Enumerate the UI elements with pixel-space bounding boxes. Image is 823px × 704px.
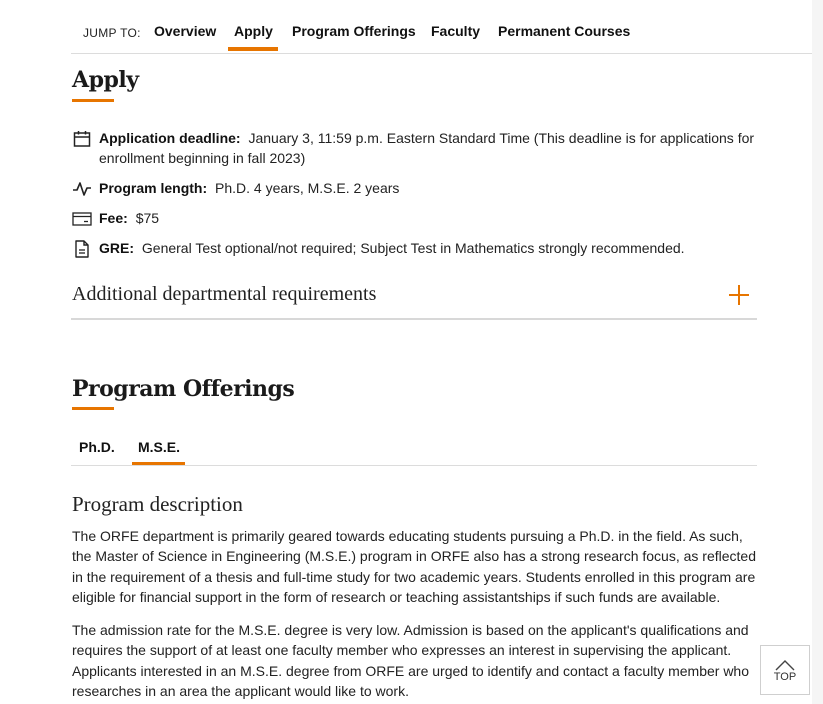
description-paragraph: The ORFE department is primarily geared towards educating students pursuing a Ph.D. in the field. As such, the Master of Science in Engineering (M.S.E.) program in ORFE also has a strong research focus, as reflected in the requirement of a thesis and full-time study for two academic years. Students enrolled in this program are eligible for financial support in the form of research or teaching assistantships if such funds are available.: [72, 528, 756, 605]
program-length-row: [72, 178, 762, 198]
document-icon: [72, 239, 92, 259]
back-to-top-label: TOP: [773, 671, 797, 683]
degree-tabs: [71, 431, 757, 466]
tab-phd[interactable]: Ph.D.: [79, 439, 115, 455]
jump-to-label: JUMP TO:: [83, 26, 141, 40]
description-paragraph: The admission rate for the M.S.E. degree is very low. Admission is based on the applicant's qualifications and requires the support of at least one faculty member who expresses an interest in supervising the applicant. Applicants interested in an M.S.E. degree from ORFE are urged to identify and contact a faculty member who researches in an area the applicant would like to work.: [72, 622, 750, 699]
gre-value: General Test optional/not required; Subject Test in Mathematics strongly recommended.: [141, 240, 685, 256]
active-link-indicator: [228, 47, 278, 51]
program-length-label: Program length:: [99, 180, 208, 196]
deadline-row: [72, 128, 762, 168]
jump-link-program-offerings[interactable]: Program Offerings: [292, 23, 416, 39]
program-description-heading: Program description: [72, 492, 243, 516]
gre-label: GRE:: [99, 240, 134, 256]
program-offerings-heading-underline: [72, 407, 114, 410]
tab-mse[interactable]: M.S.E.: [138, 439, 181, 455]
jump-link-permanent-courses[interactable]: Permanent Courses: [498, 23, 631, 39]
fee-label: Fee:: [99, 210, 128, 226]
fee-row: [72, 208, 762, 228]
program-offerings-heading: Program Offerings: [72, 376, 295, 402]
jump-link-apply[interactable]: Apply: [234, 23, 273, 39]
deadline-label: Application deadline:: [99, 130, 241, 146]
calendar-icon: [72, 129, 92, 149]
deadline-value: January 3, 11:59 p.m. Eastern Standard Time (This deadline is for applications for enrollment beginning in fall 2023): [99, 130, 755, 166]
apply-heading-underline: [72, 99, 114, 102]
program-length-value: Ph.D. 4 years, M.S.E. 2 years: [215, 180, 400, 196]
plus-icon[interactable]: [728, 284, 750, 306]
gre-row: [72, 238, 762, 258]
scrollbar[interactable]: [812, 0, 823, 704]
accordion-title: Additional departmental requirements: [72, 283, 377, 305]
jump-nav: [71, 0, 812, 54]
back-to-top-button[interactable]: [760, 645, 810, 695]
additional-requirements-accordion[interactable]: [71, 280, 757, 320]
jump-link-faculty[interactable]: Faculty: [431, 23, 481, 39]
activity-icon: [72, 179, 92, 199]
chevron-up-icon: [775, 659, 795, 671]
jump-link-overview[interactable]: Overview: [154, 23, 217, 39]
apply-heading: Apply: [72, 67, 139, 93]
fee-value: $75: [135, 210, 160, 226]
credit-card-icon: [72, 209, 92, 229]
active-tab-indicator: [132, 462, 185, 465]
